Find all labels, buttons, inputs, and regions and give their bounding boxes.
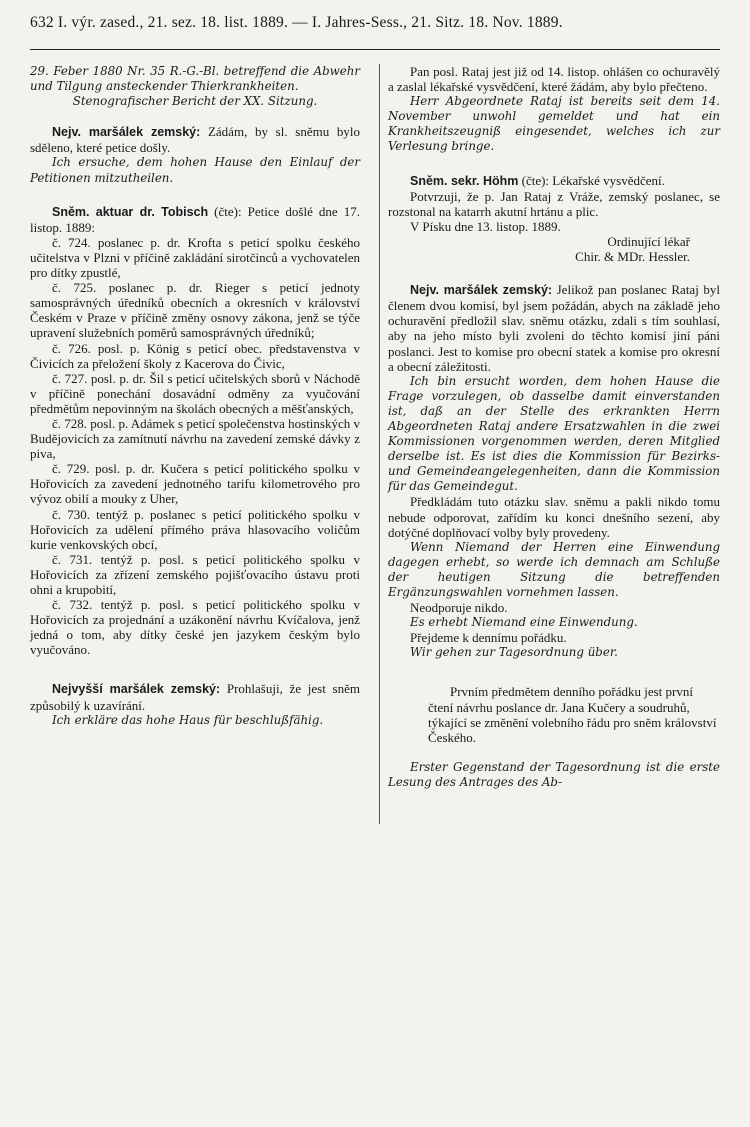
paragraph: Wir gehen zur Tagesordnung über. <box>410 645 618 660</box>
petition-item: č. 724. poslanec p. dr. Krofta s peticí spolku českého učitelstva v Plzni v příčině zakládání sirotčinců a vychovatelen pro dítky zpustlé, <box>30 234 360 281</box>
column-divider <box>379 64 380 824</box>
paragraph: Es erhebt Niemand eine Einwendung. <box>410 615 638 630</box>
paragraph: Nejvyšší maršálek zemský: Prohlašuji, že jest sněm způsobilý k uzavírání. <box>30 681 360 713</box>
paragraph: Ich ersuche, dem hohen Hause den Einlauf der Petitionen mitzutheilen. <box>30 155 360 185</box>
right-column <box>388 64 720 790</box>
paragraph: Erster Gegenstand der Tagesordnung ist die erste Lesung des Antrages des Ab- <box>388 759 720 789</box>
paragraph: Přejdeme k dennímu pořádku. <box>410 630 567 646</box>
paragraph: Sněm. sekr. Höhm (čte): Lékařské vysvědčení. <box>410 172 665 188</box>
signature-name: Chir. & MDr. Hessler. <box>575 249 690 265</box>
left-column <box>30 64 360 728</box>
paragraph: Sněm. aktuar dr. Tobisch (čte): Petice došlé dne 17. listop. 1889: <box>30 203 360 235</box>
speaker: Nejvyšší maršálek zemský: <box>52 682 221 697</box>
paragraph: V Písku dne 13. listop. 1889. <box>410 218 561 234</box>
speaker: Sněm. aktuar dr. Tobisch <box>52 204 209 219</box>
petition-item: č. 726. posl. p. König s peticí obec. představenstva v Čivicích za přeložení školy z Kacerova do Čivic, <box>30 340 360 371</box>
paragraph: Nejv. maršálek zemský: Jelikož pan poslanec Rataj byl členem dvou komisí, byl jsem požádán, abych na základě jeho ochuravění předložil slav. sněmu otázku, zdali s tím souhlasí, aby na jeho místo byli zvoleni do těchto komisí jiní páni poslanci. Jest to komise pro obecní statek a komise pro okresní a obecní záležitosti. <box>388 282 720 374</box>
petition-item: č. 728. posl. p. Adámek s peticí společenstva hostinských v Budějovicích za zamítnutí návrhu na zavedení zemské dávky z piva, <box>30 415 360 462</box>
paragraph: Nejv. maršálek zemský: Zádám, by sl. sněmu bylo sděleno, které petice došly. <box>30 124 360 156</box>
page-header: 632 I. výr. zased., 21. sez. 18. list. 1889. — I. Jahres-Sess., 21. Sitz. 18. Nov. 1889. <box>30 14 563 31</box>
paragraph: Předkládám tuto otázku slav. sněmu a pakli nikdo tomu nebude odporovat, zařídím ku konci dnešního sezení, aby dotýčné doplňovací volby byly provedeny. <box>388 494 720 540</box>
petition-item: č. 732. tentýž p. posl. s peticí politického spolku v Hořovicích za projednání a uzákonění návrhu Kvíčalova, jenž jedná o tom, aby dítky české jen jazykem českým bylo vyučováno. <box>30 597 360 658</box>
petition-item: č. 725. poslanec p. dr. Rieger s peticí jednoty samosprávných úředníků obecních a okresních v království Českém v Praze v příčině změny osnovy zákona, jenž se týče upravení služebních poměrů samosprávných úředníků; <box>30 280 360 341</box>
paragraph: Neodporuje nikdo. <box>410 600 508 616</box>
section-heading: Stenografischer Bericht der XX. Sitzung. <box>72 94 318 109</box>
speaker: Nejv. maršálek zemský: <box>410 283 553 298</box>
agenda-item: Prvním předmětem denního pořádku jest první čtení návrhu poslance dr. Jana Kučery a soudruhů, týkající se změnění volebního řádu pro sněm království Českého. <box>428 684 717 745</box>
speaker: Nejv. maršálek zemský: <box>52 125 201 140</box>
paragraph: Ich erkläre das hohe Haus für beschlußfähig. <box>52 712 324 727</box>
paragraph: Herr Abgeordnete Rataj ist bereits seit dem 14. November unwohl gemeldet und hat ein Krankheitszeugniß eingesendet, welches ich zur Verlesung bringe. <box>388 94 720 154</box>
petition-item: č. 730. tentýž p. poslanec s peticí politického spolku v Hořovicích za udělení přímého práva hlasovacího voličům kurie venkovských obcí, <box>30 506 360 552</box>
paragraph: Wenn Niemand der Herren eine Einwendung dagegen erhebt, so werde ich demnach am Schluße der heutigen Sitzung die betreffenden Ergänzungswahlen vornehmen lassen. <box>388 539 720 599</box>
paragraph: 29. Feber 1880 Nr. 35 R.-G.-Bl. betreffend die Abwehr und Tilgung ansteckender Thierkrankheiten. <box>30 64 360 94</box>
paragraph: Potvrzuji, že p. Jan Rataj z Vráže, zemský poslanec, se rozstonal na katarrh akutní hrtánu a plic. <box>388 188 720 219</box>
paragraph: Pan posl. Rataj jest již od 14. listop. ohlášen co ochuravělý a zaslal lékařské vysvědčení, které žádám, aby bylo přečteno. <box>388 64 720 95</box>
header-rule <box>30 49 720 50</box>
signature-title: Ordinující lékař <box>607 233 690 249</box>
paragraph: Ich bin ersucht worden, dem hohen Hause die Frage vorzulegen, ob dasselbe damit einverstanden ist, daß an der Stelle des erkrankten Herrn Abgeordneten Rataj andere Ersatzwahlen in die zwei Kommissionen vorgenommen werden, deren Mitglied derselbe ist. Es ist dies die Kommission für Bezirks- und Gemeindeangelegenheiten, dann die Kommission für das Gemeindegut. <box>388 373 720 494</box>
petition-item: č. 731. tentýž p. posl. s peticí politického spolku v Hořovicích za zřízení zemského pojišťovacího ústavu proti ohni a krupobití, <box>30 551 360 597</box>
petition-item: č. 729. posl. p. dr. Kučera s peticí politického spolku v Hořovicích za zavedení jednotného tarifu kilometrového pro vývoz obilí a mouky z Uher, <box>30 461 360 507</box>
petition-item: č. 727. posl. p. dr. Šil s peticí učitelských sborů v Náchodě v příčině ponechání dosavádní odměny za vyučování předmětům nepovinným na školách obecných a měšťanských, <box>30 370 360 416</box>
speaker: Sněm. sekr. Höhm <box>410 173 519 188</box>
